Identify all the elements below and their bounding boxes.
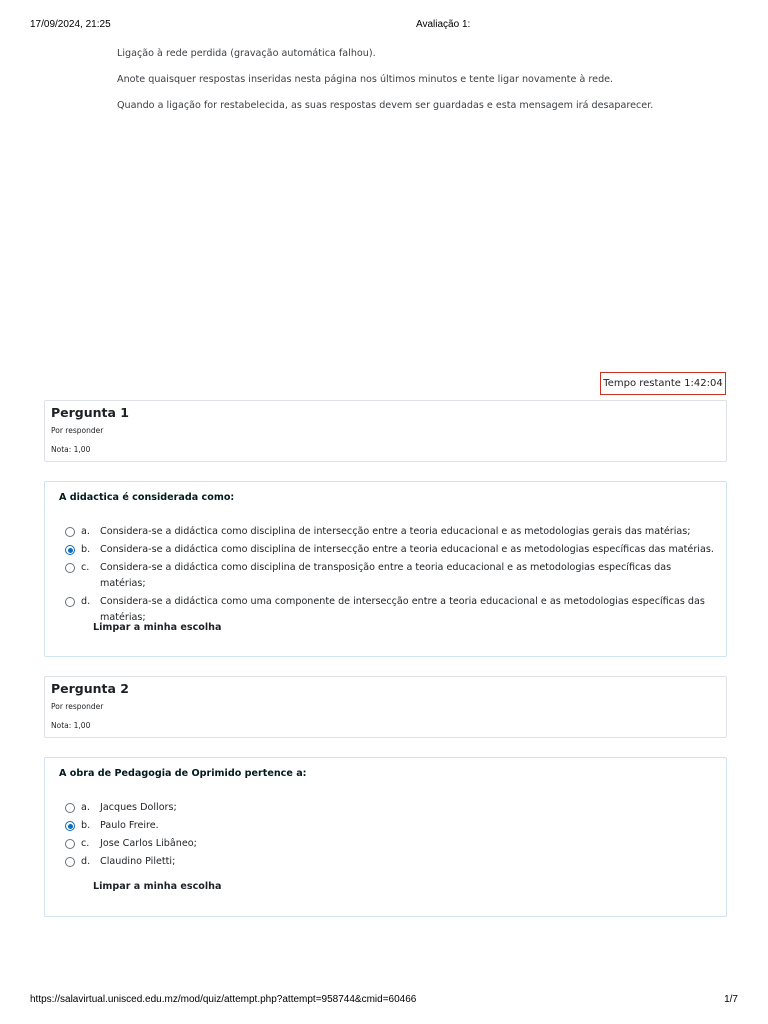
- question-2-content: [44, 757, 727, 917]
- answer-letter: d.: [81, 596, 91, 607]
- answer-text[interactable]: Considera-se a didáctica como uma componente de intersecção entre a teoria educacional e as metodologias específicas das matérias;: [100, 596, 705, 623]
- clear-choice-link[interactable]: Limpar a minha escolha: [93, 881, 222, 892]
- question-state: Por responder: [51, 426, 104, 435]
- answer-option-a[interactable]: [65, 524, 715, 540]
- print-title: Avaliação 1:: [416, 19, 471, 30]
- answer-text[interactable]: Considera-se a didáctica como disciplina de transposição entre a teoria educacional e as metodologias específicas das matérias;: [100, 562, 672, 589]
- radio-button-checked[interactable]: [65, 821, 75, 831]
- question-grade: Nota: 1,00: [51, 721, 91, 730]
- radio-button[interactable]: [65, 803, 75, 813]
- print-footer: [30, 994, 738, 1006]
- answer-text[interactable]: Jose Carlos Libâneo;: [100, 838, 197, 849]
- answer-option-c[interactable]: [65, 560, 715, 592]
- radio-button[interactable]: [65, 527, 75, 537]
- question-number: Pergunta 1: [51, 405, 130, 420]
- radio-button[interactable]: [65, 563, 75, 573]
- answer-text[interactable]: Paulo Freire.: [100, 820, 159, 831]
- notice-line-1: Ligação à rede perdida (gravação automática falhou).: [117, 48, 376, 59]
- question-text: A didactica é considerada como:: [59, 492, 235, 503]
- answer-letter: b.: [81, 544, 91, 555]
- quiz-timer: Tempo restante 1:42:04: [600, 372, 726, 395]
- answer-letter: c.: [81, 838, 90, 849]
- answer-letter: c.: [81, 562, 90, 573]
- answer-letter: d.: [81, 856, 91, 867]
- question-number: Pergunta 2: [51, 681, 130, 696]
- answer-text[interactable]: Considera-se a didáctica como disciplina de intersecção entre a teoria educacional e as metodologias gerais das matérias;: [100, 526, 691, 537]
- answer-option-c[interactable]: [65, 836, 715, 852]
- answer-letter: b.: [81, 820, 91, 831]
- question-text: A obra de Pedagogia de Oprimido pertence a:: [59, 768, 307, 779]
- notice-line-2: Anote quaisquer respostas inseridas nesta página nos últimos minutos e tente ligar novamente à rede.: [117, 74, 614, 85]
- answer-text[interactable]: Considera-se a didáctica como disciplina de intersecção entre a teoria educacional e as metodologias específicas das matérias.: [100, 544, 714, 555]
- answer-option-b[interactable]: [65, 542, 715, 558]
- question-grade: Nota: 1,00: [51, 445, 91, 454]
- question-1-info: [44, 400, 727, 462]
- radio-button[interactable]: [65, 857, 75, 867]
- answer-text[interactable]: Claudino Piletti;: [100, 856, 176, 867]
- answer-option-b[interactable]: [65, 818, 715, 834]
- connection-lost-notice: [117, 47, 717, 112]
- radio-button[interactable]: [65, 597, 75, 607]
- question-state: Por responder: [51, 702, 104, 711]
- radio-button[interactable]: [65, 839, 75, 849]
- print-datetime: 17/09/2024, 21:25: [30, 19, 111, 30]
- radio-button-checked[interactable]: [65, 545, 75, 555]
- answer-option-a[interactable]: [65, 800, 715, 816]
- clear-choice-link[interactable]: Limpar a minha escolha: [93, 622, 222, 633]
- notice-line-3: Quando a ligação for restabelecida, as suas respostas devem ser guardadas e esta mensagem irá desaparecer.: [117, 100, 654, 111]
- answer-list: [65, 524, 715, 628]
- answer-list: [65, 800, 715, 872]
- answer-text[interactable]: Jacques Dollors;: [100, 802, 177, 813]
- print-page-number: 1/7: [724, 994, 738, 1005]
- print-header: [30, 19, 738, 31]
- question-1-content: [44, 481, 727, 657]
- print-url: https://salavirtual.unisced.edu.mz/mod/quiz/attempt.php?attempt=958744&cmid=60466: [30, 994, 417, 1005]
- question-2-info: [44, 676, 727, 738]
- answer-option-d[interactable]: [65, 854, 715, 870]
- answer-letter: a.: [81, 802, 90, 813]
- answer-letter: a.: [81, 526, 90, 537]
